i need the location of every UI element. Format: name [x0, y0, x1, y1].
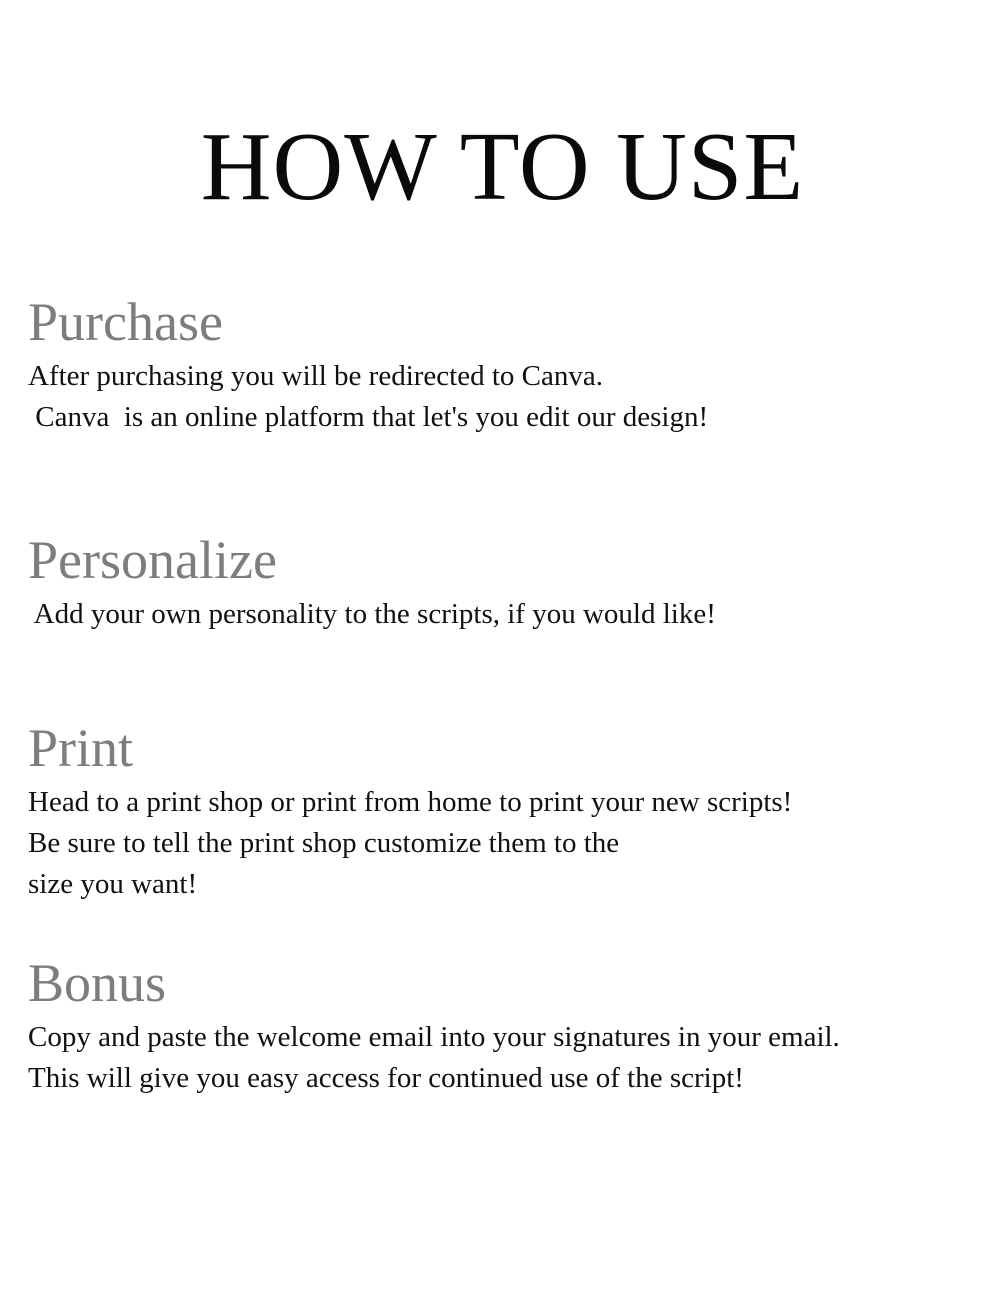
- body-line: Head to a print shop or print from home to print your new scripts!: [28, 786, 793, 818]
- section-heading-purchase: Purchase: [28, 292, 223, 352]
- section-purchase: [28, 292, 988, 438]
- section-personalize: [28, 530, 988, 635]
- section-body-bonus: [28, 1017, 988, 1099]
- page-title: HOW TO USE: [200, 113, 805, 221]
- body-line: This will give you easy access for continued use of the script!: [28, 1062, 744, 1094]
- section-heading-bonus: Bonus: [28, 953, 167, 1013]
- body-line: Canva is an online platform that let's you edit our design!: [28, 401, 709, 433]
- section-heading-print: Print: [28, 718, 134, 778]
- body-line: Add your own personality to the scripts, if you would like!: [28, 598, 716, 630]
- section-heading-personalize: Personalize: [28, 530, 277, 590]
- body-line: size you want!: [28, 868, 198, 900]
- section-print: [28, 718, 988, 905]
- body-line: Be sure to tell the print shop customize them to the: [28, 827, 620, 859]
- body-line: After purchasing you will be redirected to Canva.: [28, 360, 603, 392]
- section-body-print: [28, 782, 988, 905]
- section-body-purchase: [28, 356, 988, 438]
- section-bonus: [28, 953, 988, 1099]
- body-line: Copy and paste the welcome email into your signatures in your email.: [28, 1021, 840, 1053]
- section-body-personalize: [28, 594, 988, 635]
